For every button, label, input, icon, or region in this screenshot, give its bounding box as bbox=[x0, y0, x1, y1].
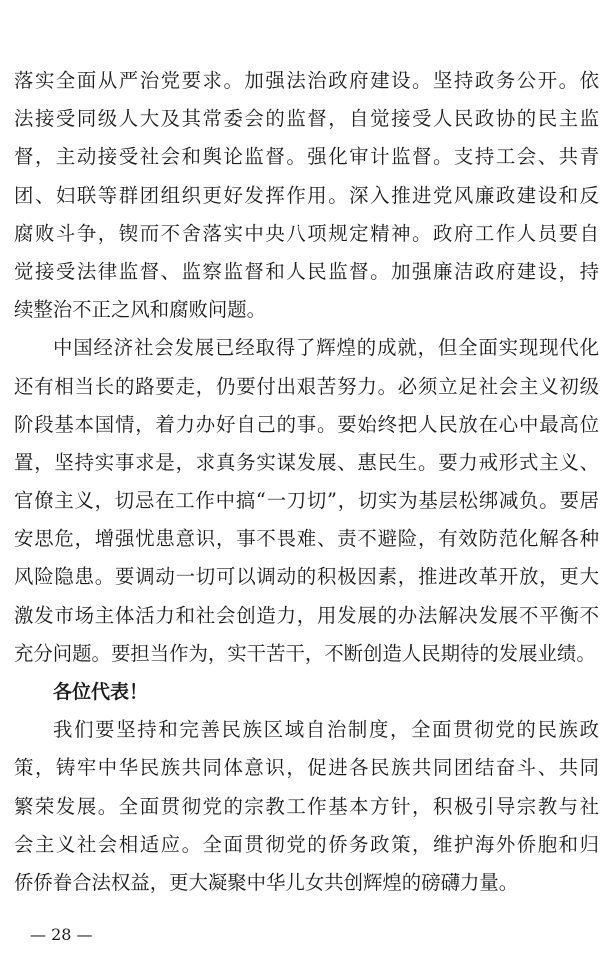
paragraph-1 bbox=[14, 62, 599, 329]
text-line: 风险隐患。要调动一切可以调动的积极因素，推进改革开放，更大 bbox=[14, 565, 599, 589]
page-number: — 28 — bbox=[30, 925, 93, 944]
text-line: 安思危，增强忧患意识，事不畏难、责不避险，有效防范化解各种 bbox=[14, 527, 599, 551]
paragraph-3 bbox=[14, 711, 599, 902]
text-line: 还有相当长的路要走，仍要付出艰苦努力。必须立足社会主义初级 bbox=[14, 374, 599, 398]
text-line: 中国经济社会发展已经取得了辉煌的成就，但全面实现现代化 bbox=[53, 336, 599, 360]
text-line: 策，铸牢中华民族共同体意识，促进各民族共同团结奋斗、共同 bbox=[14, 756, 599, 780]
text-line: 我们要坚持和完善民族区域自治制度，全面贯彻党的民族政 bbox=[53, 718, 599, 742]
text-line: 侨侨眷合法权益，更大凝聚中华儿女共创辉煌的磅礴力量。 bbox=[14, 870, 519, 894]
document-body bbox=[14, 62, 599, 902]
text-line: 督，主动接受社会和舆论监督。强化审计监督。支持工会、共青 bbox=[14, 145, 599, 169]
text-line: 繁荣发展。全面贯彻党的宗教工作基本方针，积极引导宗教与社 bbox=[14, 794, 599, 818]
text-line: 落实全面从严治党要求。加强法治政府建设。坚持政务公开。依 bbox=[14, 69, 599, 92]
text-line: 置，坚持实事求是，求真务实谋发展、惠民生。要力戒形式主义、 bbox=[14, 450, 599, 474]
text-line: 阶段基本国情，着力办好自己的事。要始终把人民放在心中最高位 bbox=[14, 412, 599, 436]
text-line: 官僚主义，切忌在工作中搞“一刀切”，切实为基层松绑减负。要居 bbox=[14, 489, 599, 513]
section-heading: 各位代表！ bbox=[53, 681, 149, 703]
text-line: 团、妇联等群团组织更好发挥作用。深入推进党风廉政建设和反 bbox=[14, 183, 599, 207]
text-line: 会主义社会相适应。全面贯彻党的侨务政策，维护海外侨胞和归 bbox=[14, 832, 599, 856]
text-line: 觉接受法律监督、监察监督和人民监督。加强廉洁政府建设，持 bbox=[14, 259, 599, 283]
text-line: 法接受同级人大及其常委会的监督，自觉接受人民政协的民主监 bbox=[14, 107, 599, 131]
text-line: 腐败斗争，锲而不舍落实中央八项规定精神。政府工作人员要自 bbox=[14, 221, 599, 245]
text-line: 续整治不正之风和腐败问题。 bbox=[14, 298, 267, 322]
paragraph-2 bbox=[14, 329, 599, 673]
text-line: 充分问题。要担当作为，实干苦干，不断创造人民期待的发展业绩。 bbox=[14, 641, 596, 665]
text-line: 激发市场主体活力和社会创造力，用发展的办法解决发展不平衡不 bbox=[14, 603, 599, 627]
